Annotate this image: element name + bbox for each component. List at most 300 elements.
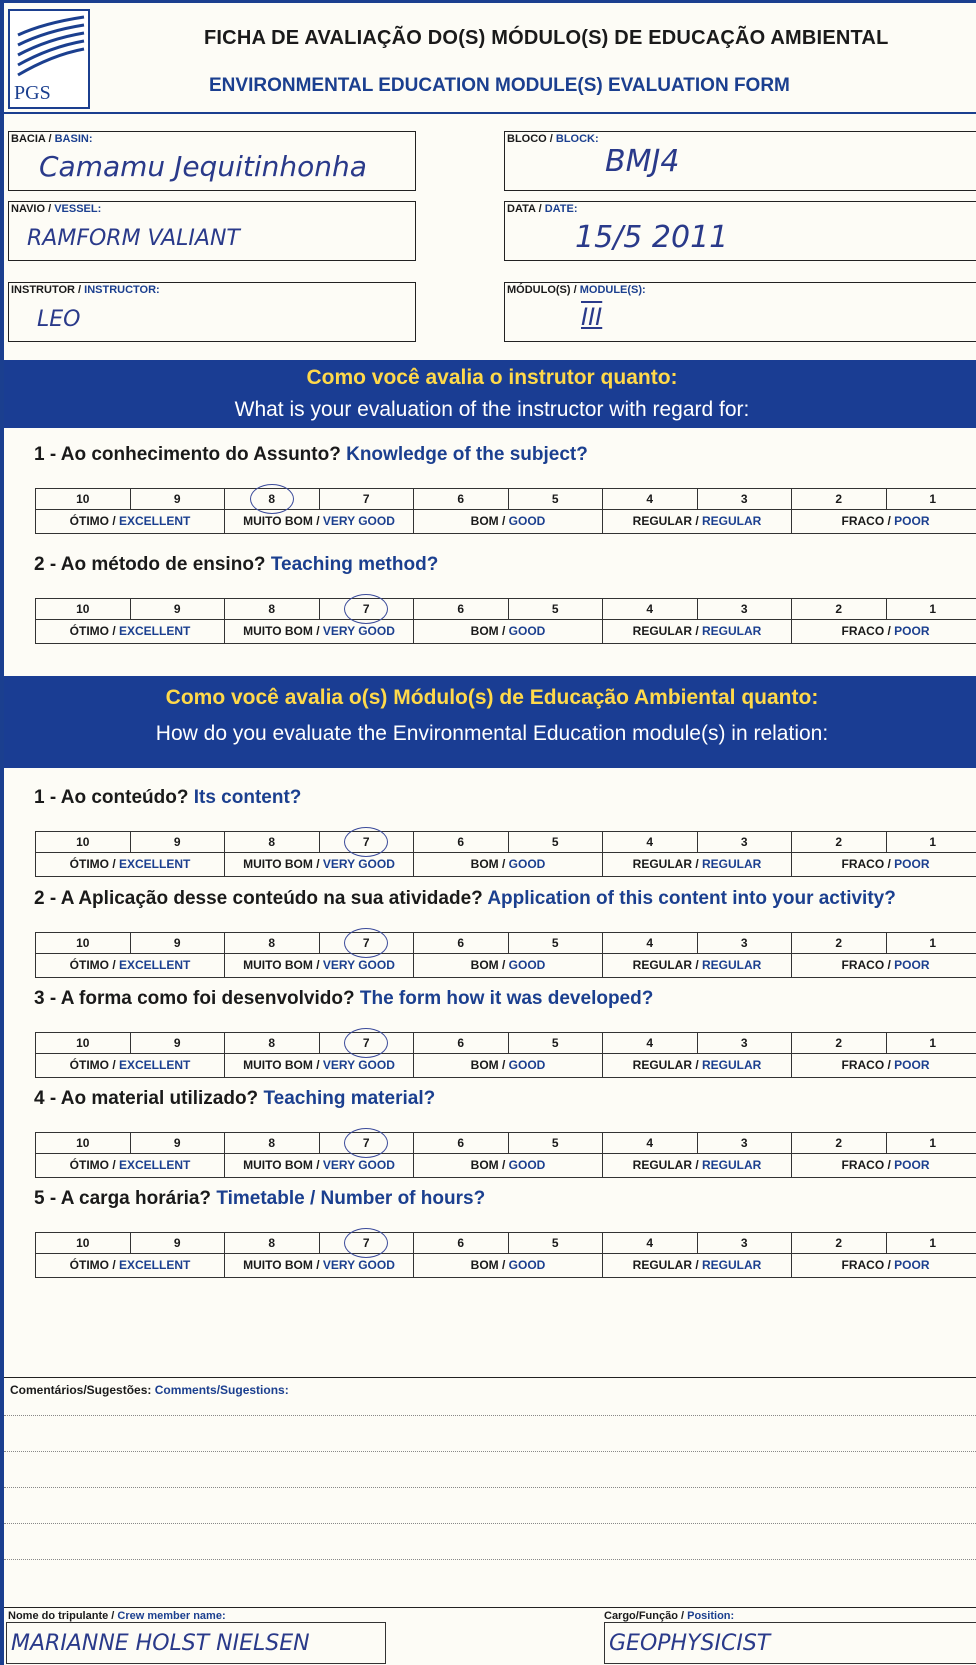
form-title-pt: FICHA DE AVALIAÇÃO DO(S) MÓDULO(S) DE EDUCAÇÃO AMBIENTAL [204,27,889,49]
rating-number: 2 [835,936,843,950]
rating-option-8[interactable] [224,488,319,510]
category-label-pt: FRACO / [841,958,895,972]
question-5 [34,988,653,1010]
rating-category [791,954,976,978]
rating-option-3[interactable] [697,1032,792,1054]
rating-option-9[interactable] [130,1232,225,1254]
rating-category [413,1154,602,1178]
category-label-en: VERY GOOD [322,624,395,638]
category-label-en: POOR [894,514,930,528]
question-text-en: Teaching material? [263,1088,436,1109]
rating-option-3[interactable] [697,488,792,510]
question-text-pt: 4 - Ao material utilizado? [34,1088,264,1109]
rating-option-7[interactable] [319,488,414,510]
rating-option-4[interactable] [602,1132,697,1154]
category-label-pt: BOM / [470,514,509,528]
category-label-pt: BOM / [470,1058,509,1072]
rating-number: 5 [551,1136,559,1150]
question-text-en: The form how it was developed? [359,988,654,1009]
rating-option-4[interactable] [602,488,697,510]
rating-number: 8 [268,835,276,849]
rating-number: 1 [929,1136,937,1150]
vessel-label-en: VESSEL: [54,203,102,215]
rating-number: 4 [646,936,654,950]
question-2 [34,554,438,576]
category-label-pt: MUITO BOM / [243,857,323,871]
rating-scale [35,831,976,877]
rating-option-1[interactable] [886,1132,976,1154]
question-6 [34,1088,435,1110]
module-label-pt: MÓDULO(S) / [507,284,580,296]
rating-number: 9 [173,1236,181,1250]
rating-option-10[interactable] [35,1032,130,1054]
rating-option-4[interactable] [602,932,697,954]
rating-category [35,620,224,644]
rating-number: 2 [835,602,843,616]
comments-label-en: Comments/Sugestions: [154,1383,289,1397]
rating-number: 1 [929,1236,937,1250]
rating-number: 8 [268,1136,276,1150]
rating-option-6[interactable] [413,932,508,954]
scale-categories-row [35,620,976,644]
rating-option-7[interactable] [319,1032,414,1054]
rating-option-8[interactable] [224,1132,319,1154]
category-label-en: POOR [894,1158,930,1172]
rating-number: 8 [268,492,276,506]
rating-option-9[interactable] [130,598,225,620]
rating-option-5[interactable] [508,1232,603,1254]
category-label-en: VERY GOOD [322,1058,395,1072]
rating-option-5[interactable] [508,1032,603,1054]
rating-option-2[interactable] [791,831,886,853]
comment-line [4,1487,976,1488]
position-label-pt: Cargo/Função / [604,1610,688,1622]
question-text-en: Teaching method? [270,554,439,575]
rating-number: 8 [268,1236,276,1250]
rating-number: 7 [362,1136,370,1150]
category-label-pt: ÓTIMO / [69,624,119,638]
logo-text: PGS [14,82,51,104]
section2-title-pt: Como você avalia o(s) Módulo(s) de Educação Ambiental quanto: [165,686,819,709]
rating-category [413,510,602,534]
crew-section [4,1608,976,1665]
scale-categories-row [35,1054,976,1078]
rating-category [791,1254,976,1278]
category-label-pt: ÓTIMO / [69,1258,119,1272]
category-label-pt: REGULAR / [632,624,702,638]
category-label-en: REGULAR [702,1058,762,1072]
category-label-pt: FRACO / [841,1158,895,1172]
rating-option-1[interactable] [886,1232,976,1254]
rating-scale [35,932,976,978]
rating-option-1[interactable] [886,932,976,954]
rating-category [224,954,413,978]
rating-category [413,853,602,877]
rating-category [791,853,976,877]
rating-category [791,620,976,644]
rating-category [35,853,224,877]
rating-number: 4 [646,1036,654,1050]
rating-number: 5 [551,492,559,506]
rating-option-9[interactable] [130,1032,225,1054]
category-label-pt: FRACO / [841,1258,895,1272]
rating-number: 6 [457,602,465,616]
rating-number: 7 [362,492,370,506]
rating-number: 2 [835,1236,843,1250]
rating-category [791,1054,976,1078]
instructor-label-en: INSTRUCTOR: [84,284,160,296]
rating-number: 2 [835,1036,843,1050]
rating-option-2[interactable] [791,488,886,510]
category-label-pt: ÓTIMO / [69,1058,119,1072]
rating-category [791,1154,976,1178]
rating-number: 10 [76,492,90,506]
scale-categories-row [35,954,976,978]
scale-numbers-row [35,488,976,510]
rating-option-6[interactable] [413,831,508,853]
rating-category [224,1154,413,1178]
rating-option-6[interactable] [413,1032,508,1054]
date-label-pt: DATA / [507,203,545,215]
rating-number: 9 [173,602,181,616]
form-title-en: ENVIRONMENTAL EDUCATION MODULE(S) EVALUATION FORM [209,75,790,96]
question-text-pt: 3 - A forma como foi desenvolvido? [34,988,360,1009]
rating-scale [35,1132,976,1178]
rating-category [224,510,413,534]
basin-field[interactable] [8,131,416,191]
rating-category [602,1254,791,1278]
rating-option-9[interactable] [130,1132,225,1154]
rating-option-2[interactable] [791,1232,886,1254]
rating-option-5[interactable] [508,831,603,853]
question-1 [34,444,588,466]
category-label-pt: ÓTIMO / [69,1158,119,1172]
position-field[interactable] [604,1622,976,1664]
module-section-header [4,676,976,768]
instructor-section-header [4,360,976,428]
rating-option-8[interactable] [224,1032,319,1054]
category-label-en: REGULAR [702,958,762,972]
category-label-en: GOOD [508,514,546,528]
category-label-pt: ÓTIMO / [69,958,119,972]
rating-option-3[interactable] [697,1232,792,1254]
category-label-pt: BOM / [470,857,509,871]
category-label-pt: ÓTIMO / [69,857,119,871]
rating-number: 5 [551,835,559,849]
rating-number: 4 [646,492,654,506]
rating-number: 9 [173,492,181,506]
category-label-pt: BOM / [470,958,509,972]
category-label-pt: REGULAR / [632,1158,702,1172]
rating-option-8[interactable] [224,932,319,954]
rating-option-6[interactable] [413,1132,508,1154]
rating-category [35,510,224,534]
position-label-en: Position: [687,1610,735,1622]
question-text-pt: 5 - A carga horária? [34,1188,217,1209]
rating-option-3[interactable] [697,932,792,954]
comments-area[interactable] [4,1381,976,1617]
comment-line [4,1451,976,1452]
rating-number: 10 [76,1036,90,1050]
category-label-en: REGULAR [702,514,762,528]
question-7 [34,1188,485,1210]
rating-category [602,510,791,534]
rating-number: 9 [173,1036,181,1050]
category-label-en: VERY GOOD [322,958,395,972]
rating-option-10[interactable] [35,598,130,620]
category-label-en: GOOD [508,1158,546,1172]
rating-scale [35,598,976,644]
basin-label-en: BASIN: [54,133,93,145]
question-text-en: Its content? [193,787,302,808]
rating-category [602,620,791,644]
category-label-en: VERY GOOD [322,857,395,871]
rating-option-5[interactable] [508,1132,603,1154]
category-label-en: GOOD [508,958,546,972]
rating-number: 3 [740,1136,748,1150]
category-label-pt: MUITO BOM / [243,514,323,528]
category-label-en: REGULAR [702,1258,762,1272]
rating-option-10[interactable] [35,488,130,510]
rating-option-8[interactable] [224,831,319,853]
scale-numbers-row [35,831,976,853]
section1-title-en: What is your evaluation of the instructor with regard for: [234,398,750,421]
rating-category [602,1054,791,1078]
pgs-logo [8,9,90,109]
basin-value: Camamu Jequitinhonha [39,150,367,183]
rating-category [602,1154,791,1178]
rating-scale [35,1232,976,1278]
category-label-pt: REGULAR / [632,1258,702,1272]
module-field[interactable] [504,282,976,342]
rating-option-2[interactable] [791,1132,886,1154]
rating-option-4[interactable] [602,1032,697,1054]
category-label-pt: REGULAR / [632,958,702,972]
rating-option-10[interactable] [35,1232,130,1254]
rating-option-6[interactable] [413,1232,508,1254]
category-label-en: EXCELLENT [119,1258,191,1272]
rating-number: 3 [740,936,748,950]
rating-number: 5 [551,936,559,950]
category-label-en: POOR [894,1258,930,1272]
date-field[interactable] [504,201,976,261]
question-text-pt: 1 - Ao conteúdo? [34,787,194,808]
question-text-en: Knowledge of the subject? [346,444,588,465]
category-label-pt: BOM / [470,624,509,638]
rating-option-9[interactable] [130,488,225,510]
rating-option-6[interactable] [413,598,508,620]
category-label-pt: REGULAR / [632,857,702,871]
comment-line [4,1559,976,1560]
category-label-en: EXCELLENT [119,1158,191,1172]
vessel-value: RAMFORM VALIANT [27,226,240,251]
rating-number: 4 [646,1136,654,1150]
comments-label-pt: Comentários/Sugestões: [10,1383,155,1397]
rating-category [413,1254,602,1278]
rating-number: 7 [362,936,370,950]
rating-category [224,853,413,877]
question-3 [34,787,301,809]
category-label-pt: FRACO / [841,514,895,528]
question-text-pt: 2 - A Aplicação desse conteúdo na sua atividade? [34,888,488,909]
rating-option-2[interactable] [791,932,886,954]
rating-option-10[interactable] [35,932,130,954]
rating-option-6[interactable] [413,488,508,510]
rating-category [791,510,976,534]
category-label-en: GOOD [508,624,546,638]
rating-number: 5 [551,1236,559,1250]
question-text-en: Application of this content into your activity? [487,888,896,909]
scale-categories-row [35,1254,976,1278]
category-label-pt: MUITO BOM / [243,1258,323,1272]
block-label-en: BLOCK: [555,133,599,145]
rating-number: 9 [173,1136,181,1150]
category-label-en: EXCELLENT [119,958,191,972]
rating-number: 8 [268,936,276,950]
rating-number: 6 [457,1036,465,1050]
category-label-en: REGULAR [702,1158,762,1172]
category-label-en: REGULAR [702,624,762,638]
rating-number: 9 [173,835,181,849]
rating-number: 10 [76,1236,90,1250]
category-label-en: EXCELLENT [119,514,191,528]
rating-number: 6 [457,936,465,950]
rating-number: 10 [76,1136,90,1150]
rating-option-5[interactable] [508,598,603,620]
rating-option-7[interactable] [319,598,414,620]
rating-option-2[interactable] [791,1032,886,1054]
rating-option-8[interactable] [224,598,319,620]
rating-option-2[interactable] [791,598,886,620]
block-value: BMJ4 [605,144,680,179]
rating-option-4[interactable] [602,1232,697,1254]
crew-name-label-en: Crew member name: [117,1610,226,1622]
rating-scale [35,488,976,534]
rating-number: 6 [457,1136,465,1150]
rating-category [602,853,791,877]
block-label-pt: BLOCO / [507,133,556,145]
crew-name-field[interactable] [6,1622,386,1664]
module-label-en: MODULE(S): [579,284,646,296]
rating-option-9[interactable] [130,831,225,853]
header-divider [4,112,976,114]
rating-option-1[interactable] [886,831,976,853]
date-value: 15/5 2011 [575,220,729,255]
comment-line [4,1415,976,1416]
scale-numbers-row [35,1232,976,1254]
rating-category [35,1254,224,1278]
rating-number: 2 [835,835,843,849]
rating-number: 2 [835,1136,843,1150]
category-label-en: EXCELLENT [119,624,191,638]
rating-number: 6 [457,835,465,849]
category-label-en: POOR [894,624,930,638]
rating-option-3[interactable] [697,831,792,853]
rating-number: 3 [740,1036,748,1050]
category-label-en: REGULAR [702,857,762,871]
rating-option-3[interactable] [697,598,792,620]
instructor-field[interactable] [8,282,416,342]
scale-categories-row [35,853,976,877]
rating-number: 8 [268,1036,276,1050]
section1-title-pt: Como você avalia o instrutor quanto: [306,366,678,389]
crew-name-label-pt: Nome do tripulante / [8,1610,118,1622]
rating-category [224,620,413,644]
category-label-en: EXCELLENT [119,1058,191,1072]
rating-number: 8 [268,602,276,616]
rating-option-4[interactable] [602,598,697,620]
instructor-value: LEO [37,307,81,332]
scale-categories-row [35,1154,976,1178]
rating-option-5[interactable] [508,932,603,954]
rating-number: 7 [362,1036,370,1050]
category-label-pt: BOM / [470,1258,509,1272]
crew-name-value: MARIANNE HOLST NIELSEN [11,1631,310,1656]
category-label-en: POOR [894,958,930,972]
category-label-pt: FRACO / [841,1058,895,1072]
rating-option-7[interactable] [319,831,414,853]
vessel-label-pt: NAVIO / [11,203,55,215]
rating-number: 9 [173,936,181,950]
rating-option-9[interactable] [130,932,225,954]
instructor-label-pt: INSTRUTOR / [11,284,85,296]
rating-number: 7 [362,835,370,849]
rating-number: 4 [646,1236,654,1250]
rating-number: 1 [929,492,937,506]
category-label-pt: FRACO / [841,857,895,871]
rating-option-10[interactable] [35,1132,130,1154]
vessel-field[interactable] [8,201,416,261]
block-field[interactable] [504,131,976,191]
scale-categories-row [35,510,976,534]
rating-category [413,954,602,978]
question-text-en: Timetable / Number of hours? [216,1188,486,1209]
rating-scale [35,1032,976,1078]
rating-category [224,1254,413,1278]
rating-number: 4 [646,835,654,849]
rating-option-1[interactable] [886,1032,976,1054]
category-label-en: GOOD [508,1058,546,1072]
rating-option-7[interactable] [319,1232,414,1254]
scale-numbers-row [35,1132,976,1154]
rating-option-3[interactable] [697,1132,792,1154]
rating-option-5[interactable] [508,488,603,510]
scale-numbers-row [35,932,976,954]
rating-number: 1 [929,936,937,950]
rating-option-1[interactable] [886,598,976,620]
rating-option-10[interactable] [35,831,130,853]
rating-category [413,1054,602,1078]
category-label-pt: MUITO BOM / [243,1158,323,1172]
rating-option-1[interactable] [886,488,976,510]
comment-line [4,1523,976,1524]
category-label-pt: MUITO BOM / [243,1058,323,1072]
rating-number: 6 [457,492,465,506]
wave-logo-icon [14,15,88,77]
rating-option-7[interactable] [319,1132,414,1154]
rating-option-7[interactable] [319,932,414,954]
question-text-pt: 2 - Ao método de ensino? [34,554,271,575]
module-value: III [581,303,603,331]
category-label-en: POOR [894,1058,930,1072]
rating-number: 7 [362,1236,370,1250]
rating-number: 5 [551,602,559,616]
rating-number: 2 [835,492,843,506]
rating-number: 3 [740,835,748,849]
rating-option-4[interactable] [602,831,697,853]
category-label-pt: REGULAR / [632,1058,702,1072]
rating-option-8[interactable] [224,1232,319,1254]
